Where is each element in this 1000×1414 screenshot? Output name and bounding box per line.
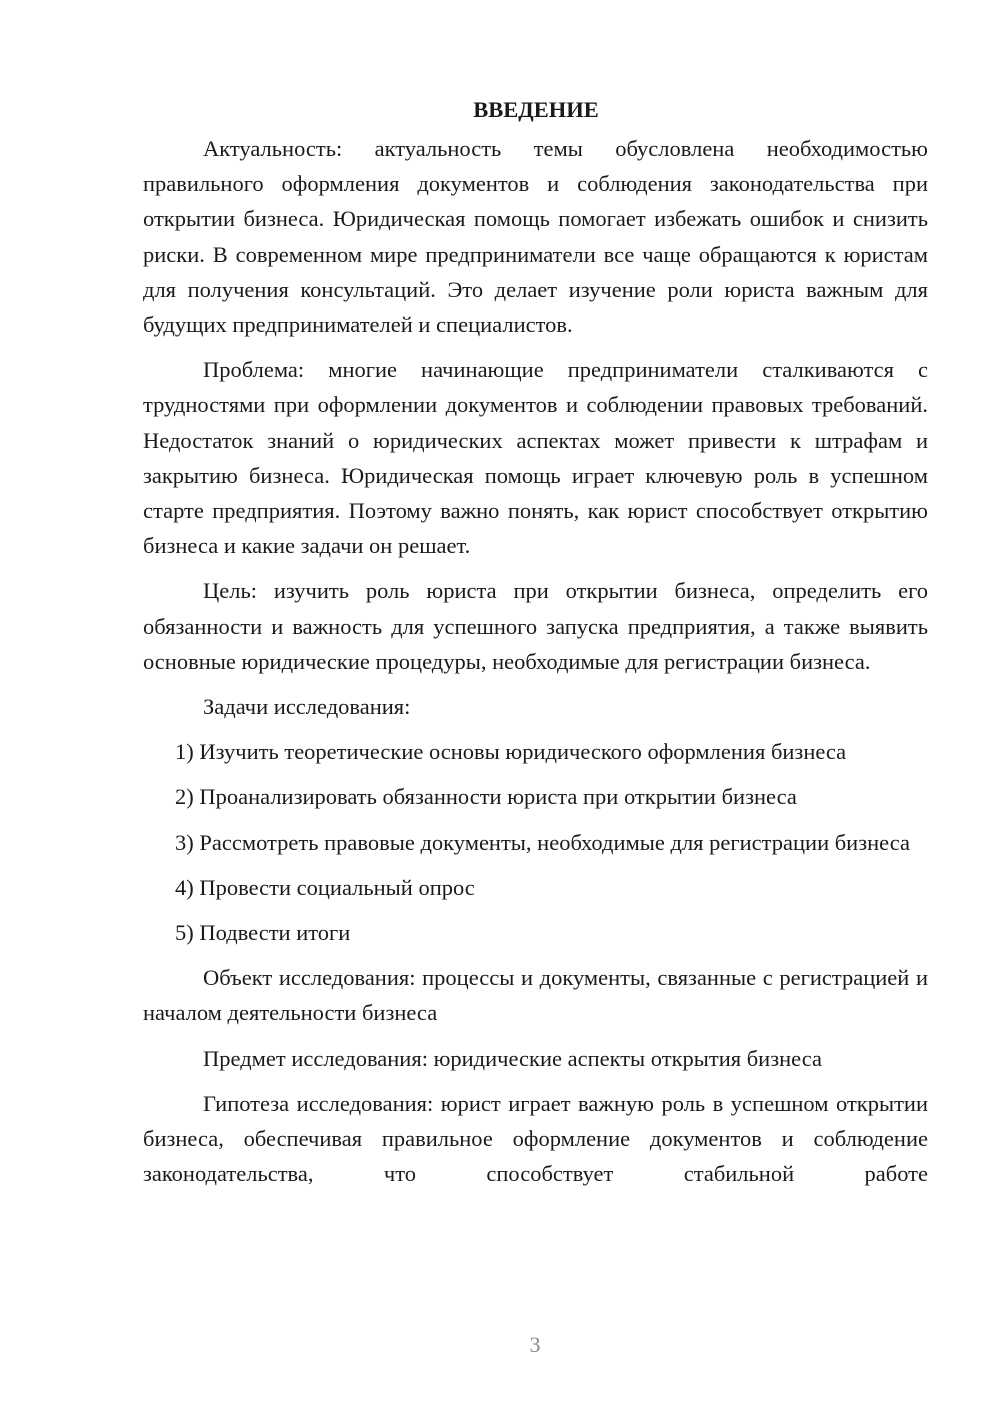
list-item: 3) Рассмотреть правовые документы, необходимые для регистрации бизнеса — [175, 829, 910, 855]
list-item: 2) Проанализировать обязанности юриста при открытии бизнеса — [175, 784, 797, 810]
object-paragraph: Объект исследования: процессы и документы, связанные с регистрацией и началом деятельности бизнеса — [143, 965, 928, 1026]
hypothesis-paragraph: Гипотеза исследования: юрист играет важную роль в успешном открытии бизнеса, обеспечивая правильное оформление документов и соблюдение законодательства, что способствует стабильной работе — [143, 1090, 928, 1187]
page-body — [143, 92, 928, 1201]
problem-paragraph: Проблема: многие начинающие предприниматели сталкиваются с трудностями при оформлении документов и соблюдении правовых требований. Недостаток знаний о юридических аспектах может привести к штрафам и закрытию бизнеса. Юридическая помощь играет ключевую роль в успешном старте предприятия. Поэтому важно понять, как юрист способствует открытию бизнеса и какие задачи он решает. — [143, 357, 928, 559]
tasks-intro: Задачи исследования: — [203, 694, 411, 720]
list-item: 1) Изучить теоретические основы юридического оформления бизнеса — [175, 739, 847, 765]
tasks-list — [143, 734, 928, 950]
list-item: 4) Провести социальный опрос — [175, 874, 475, 900]
list-item: 5) Подвести итоги — [175, 920, 351, 946]
section-heading: ВВЕДЕНИЕ — [473, 97, 599, 122]
relevance-paragraph: Актуальность: актуальность темы обусловлена необходимостью правильного оформления документов и соблюдения законодательства при открытии бизнеса. Юридическая помощь помогает избежать ошибок и снизить риски. В современном мире предприниматели все чаще обращаются к юристам для получения консультаций. Это делает изучение роли юриста важным для будущих предпринимателей и специалистов. — [143, 136, 928, 338]
subject-paragraph: Предмет исследования: юридические аспекты открытия бизнеса — [203, 1045, 822, 1071]
page-number: 3 — [529, 1332, 541, 1357]
goal-paragraph: Цель: изучить роль юриста при открытии бизнеса, определить его обязанности и важность для успешного запуска предприятия, а также выявить основные юридические процедуры, необходимые для регистрации бизнеса. — [143, 578, 928, 674]
